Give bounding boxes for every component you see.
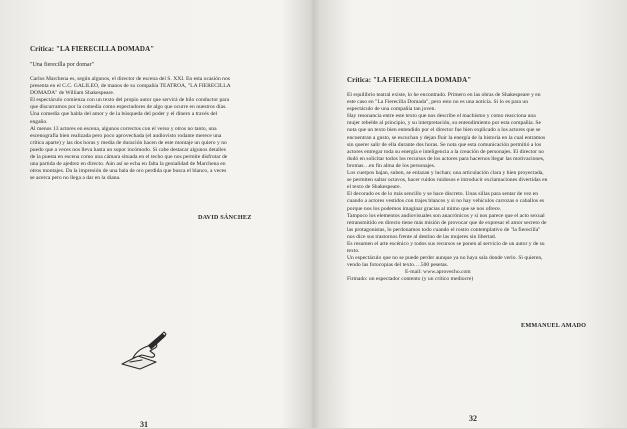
right-body-line: nota que un texto bien entendido por el director fue bien explicado a los actores que se bbox=[347, 127, 541, 134]
left-body-line: Carlos Marchena es, según algunos, el director de escena del S. XXI. En esta ocasión nos bbox=[30, 76, 230, 82]
left-page bbox=[0, 0, 313, 428]
left-body-line: una partida de ajedrez en directo. Aún así se echa en falta la genialidad de Marchena en bbox=[30, 161, 226, 168]
right-body-line: este caso en "La Fierecilla Domada", pero esto no es una noticia. Si lo es para un bbox=[347, 99, 529, 106]
right-body-line: cuando a actores vestidos con trajes blancos y si no hay vehículos carrozas o caballos es bbox=[347, 198, 545, 205]
left-body-line: Al menos 13 actores en escena, algunos correctos con el verso y otros no tanto, una bbox=[30, 125, 217, 132]
right-page bbox=[313, 0, 627, 428]
right-body-line: Los cuerpos bajan, suben, se enlazan y luchan; una articulación clara y bien proyectada, bbox=[347, 170, 544, 177]
right-body-line: El equilibrio teatral existe, lo he encontrado. Primero en las obras de Shakespeare y en bbox=[347, 92, 541, 98]
left-body-line: El espectáculo comienza con un texto del propio autor que servirá de hilo conductor para bbox=[30, 97, 230, 104]
right-body-line: vendo las fotocopias del texto….500 pesetas. bbox=[347, 262, 449, 269]
right-body-line: retransmitido en directo tiene más misión de provocar que de expresar el amor secreto de bbox=[347, 219, 547, 226]
left-page-number: 31 bbox=[140, 420, 148, 429]
left-body-line: se acerca pero no llega a dar en la diana. bbox=[30, 175, 121, 182]
right-body-email-line: E-mail: www.aprovecho.com bbox=[405, 269, 471, 276]
right-body-line: las protagonistas, lo perdonamos todo cuando el rostro contemplativo de "la fierecilla" bbox=[347, 226, 541, 233]
right-body-line: Un espectáculo que no se puede perder aunque ya no haya sala donde verlo. Si quieren, bbox=[347, 255, 543, 262]
left-page-signature: DAVID SÁNCHEZ bbox=[198, 214, 252, 221]
right-body-line: Firmado: un espectador contento (y un crítico mediocre) bbox=[347, 276, 474, 283]
right-body-line: sin querer salir de ella durante dos horas. Se nota que esta comunicación permitió a los bbox=[347, 141, 542, 148]
left-body-line: presenta en el C.C. GALILEO, de manos de su compañía TEATROA, "LA FIERECILLA bbox=[30, 83, 231, 90]
left-body-line: otros montajes. Da la impresión de una bala de oro perdida que busca el blanco, a veces bbox=[30, 168, 227, 175]
right-body-line: bromas…en fin alma de los personajes. bbox=[347, 162, 436, 169]
left-body-line: Una comedia que habla del amor y de la búsqueda del poder y el dinero a través del bbox=[30, 111, 218, 118]
hand-with-pen-icon bbox=[118, 330, 170, 370]
left-page-heading: Crítica: "LA FIERECILLA DOMADA" bbox=[30, 45, 155, 53]
left-body-line: que discurramos por la comedia como espectadores de algo que ocurre en nuestros días. bbox=[30, 104, 227, 111]
right-page-heading: Crítica: "LA FIERECILLA DOMADA" bbox=[347, 76, 472, 84]
left-page-body bbox=[30, 76, 231, 182]
right-body-line: nos dice sus trastornos frente al destino de las mujeres sin libertad. bbox=[347, 233, 497, 240]
right-page-body bbox=[347, 92, 547, 284]
right-body-line: dudó en solicitar todos los recursos de los actores para hacernos llegar las motivaciones, bbox=[347, 155, 545, 162]
right-body-line: el texto de Shakespeare. bbox=[347, 184, 402, 191]
right-body-line: encuentran a gusto, se escuchan y dejan fluir la energía de la historia en la cual entramos bbox=[347, 134, 546, 141]
right-body-line: Es resumen el arte escénico y todos sus recursos se ponen al servicio de un autor y de su bbox=[347, 240, 545, 247]
right-body-line: se permiten saltar octavos, hacer ruidos ruidosos e introducir exclamaciones divertidas en bbox=[347, 177, 548, 184]
right-body-line: Hay resonancia entre este texto que nos describe el machismo y como reacciona una bbox=[347, 113, 536, 120]
right-body-line: porque nos los podemos imaginar gracias al mimo que se nos ofrece. bbox=[347, 205, 502, 212]
left-page-quote: "Una fierecilla por domar" bbox=[30, 62, 95, 68]
left-body-line: de la puesta en escena como una cámara situada en el techo que nos permite disfrutar de bbox=[30, 154, 228, 161]
right-body-line: mujer rebelde al principio, y su interpretación, su entendimiento por esta compañía. Se bbox=[347, 120, 542, 127]
left-body-line: puedo que a veces nos lleva hasta un sopor incómodo. Si cabe destacar algunos detalles bbox=[30, 146, 226, 153]
right-body-line: actores entregar toda su energía e inteligencia a la creación de personajes. El director no bbox=[347, 148, 544, 155]
right-body-line: espectáculo de una compañía tan joven. bbox=[347, 106, 436, 113]
right-body-line: texto. bbox=[347, 248, 360, 255]
left-body-line: DOMADA" de William Shakespeare. bbox=[30, 90, 115, 97]
right-body-line: Tampoco los elementos audiovisuales son anacrónicos y si nos parece que el acto sexual bbox=[347, 212, 545, 219]
right-body-line: El decorado es de lo más sencillo y se hace discreto. Unas sillas para sentar de vez en bbox=[347, 191, 539, 198]
left-body-line: escenografía bien realizada pero poco aprovechada (el audiovisto rodante merece una bbox=[30, 132, 222, 139]
left-body-line: engaño. bbox=[30, 118, 48, 125]
left-body-line: crítica aparte) y las dos horas y media de duración hacen de este montaje un quiero y no bbox=[30, 139, 227, 146]
right-page-signature: EMMANUEL AMADO bbox=[521, 322, 587, 329]
right-page-number: 32 bbox=[469, 414, 477, 423]
